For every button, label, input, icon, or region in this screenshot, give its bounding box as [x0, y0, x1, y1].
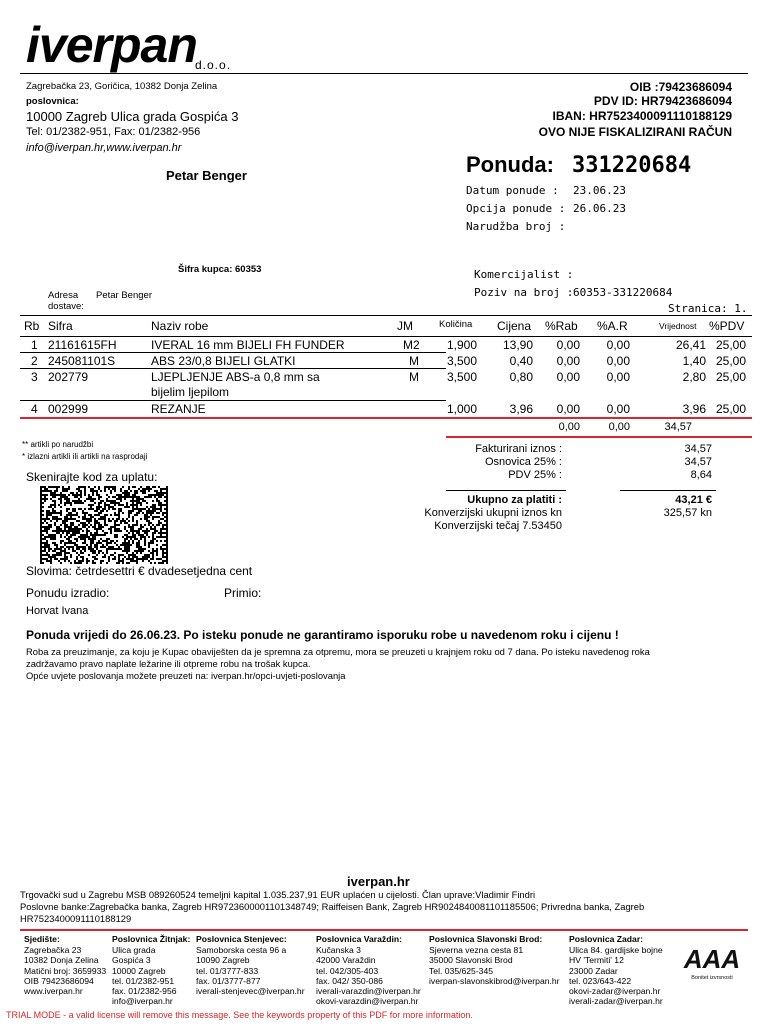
- col-pdv: %PDV: [709, 319, 745, 333]
- summary-line-left: [446, 490, 566, 491]
- reference-value: 60353-331220684: [573, 286, 673, 299]
- table-bottom-line: [20, 417, 752, 419]
- reference-label: Poziv na broj :: [474, 286, 574, 299]
- footer-varazdin-heading: Poslovnica Varaždin:: [316, 934, 402, 944]
- cell-cijena: 0,40: [509, 354, 533, 368]
- header-divider: [20, 73, 748, 74]
- cell-jm: M: [409, 354, 419, 368]
- base-label: Osnovica 25% :: [484, 456, 562, 468]
- footer-varazdin: [316, 934, 421, 1006]
- logo-text: iverpan: [26, 17, 197, 73]
- company-oib: OIB :79423686094: [629, 80, 732, 94]
- cell-rab: 0,00: [556, 338, 580, 352]
- cell-cijena: 13,90: [502, 338, 533, 352]
- footer-zitnjak-line: Gospića 3: [112, 955, 151, 966]
- cell-naziv: LJEPLJENJE ABS-a 0,8 mm sa: [151, 370, 320, 384]
- cell-rb: 1: [31, 338, 38, 352]
- footer-zitnjak-line: info@iverpan.hr: [112, 996, 173, 1007]
- footer-stenjevec-line: iverali-stenjevec@iverpan.hr: [196, 986, 305, 997]
- footer-brod-heading: Poslovnica Slavonski Brod:: [429, 934, 543, 944]
- base-value: 34,57: [684, 456, 712, 468]
- offer-title: Ponuda:: [466, 152, 554, 177]
- company-logo: [26, 17, 197, 73]
- received-label: Primio:: [224, 586, 262, 600]
- branch-label: poslovnica:: [26, 96, 79, 107]
- footer-varazdin-line: Kučanska 3: [316, 945, 361, 956]
- cell-jm: M2: [403, 338, 420, 352]
- cell-cijena: 0,80: [509, 370, 533, 384]
- cell-pdv: 25,00: [715, 370, 746, 384]
- footer-hq-heading: Sjedište:: [24, 934, 60, 944]
- summary-line-right: [620, 490, 716, 491]
- cell-naziv: IVERAL 16 mm BIJELI FH FUNDER: [151, 338, 345, 352]
- col-sifra: Sifra: [48, 319, 73, 333]
- delivery-label-1: Adresa: [48, 290, 79, 301]
- sales-label: Komercijalist :: [474, 268, 574, 281]
- totals-rab: 0,00: [558, 421, 580, 433]
- company-email-web: info@iverpan.hr,www.iverpan.hr: [26, 142, 182, 154]
- company-suffix: d.o.o.: [195, 58, 232, 72]
- footer-zadar: [569, 934, 663, 1006]
- cell-vrijednost: 2,80: [682, 370, 706, 384]
- cell-ar: 0,00: [606, 370, 630, 384]
- footer-hq-line: www.iverpan.hr: [24, 986, 83, 997]
- cell-vrijednost: 1,40: [682, 354, 706, 368]
- footer-stenjevec-heading: Poslovnica Stenjevec:: [196, 934, 287, 944]
- footer-banks-1: Poslovne banke:Zagrebačka banka, Zagreb HR9723600001101348749; Raiffeisen Bank, Zagreb HR9024840081101185506; Privredna banka, Zagreb: [20, 901, 645, 912]
- note-clearance: * izlazni artikli ili artikli na rasprodaji: [22, 452, 148, 461]
- note-ordered: ** artikli po narudžbi: [22, 440, 94, 449]
- cell-sifra: 002999: [48, 402, 89, 416]
- cell-rab: 0,00: [556, 370, 580, 384]
- footer-zitnjak-line: fax. 01/2382-956: [112, 986, 177, 997]
- offer-date-value: 23.06.23: [573, 184, 626, 197]
- invoiced-label: Fakturirani iznos :: [475, 443, 562, 455]
- cell-rb: 3: [31, 370, 38, 384]
- offer-option-label: Opcija ponude :: [466, 202, 566, 215]
- offer-order-label: Narudžba broj :: [466, 220, 566, 233]
- invoiced-value: 34,57: [684, 443, 712, 455]
- footer-stenjevec-line: Samoborska cesta 96 a: [196, 945, 287, 956]
- footer-zitnjak: [112, 934, 190, 1006]
- cell-ar: 0,00: [606, 402, 630, 416]
- col-jm: JM: [397, 319, 413, 333]
- footer-site: iverpan.hr: [347, 874, 410, 889]
- company-iban: IBAN: HR7523400091110188129: [552, 109, 732, 123]
- delivery-label-2: dostave:: [48, 301, 84, 312]
- footer-zitnjak-line: tel. 01/2382-951: [112, 975, 175, 986]
- cell-pdv: 25,00: [715, 354, 746, 368]
- footer-stenjevec-line: fax. 01/3777-877: [196, 975, 261, 986]
- totals-line: [446, 436, 752, 438]
- customer-code: Šifra kupca: 60353: [178, 264, 262, 275]
- rate-label: Konverzijski tečaj 7.53450: [434, 520, 562, 532]
- col-kolicina: Količina: [439, 319, 473, 330]
- vat-label: PDV 25% :: [508, 469, 562, 481]
- fiscal-note: OVO NIJE FISKALIZIRANI RAČUN: [538, 125, 732, 139]
- trial-mode-banner: TRIAL MODE - a valid license will remove this message. See the keywords property of this PDF for more information.: [6, 1010, 473, 1020]
- delivery-value: Petar Benger: [96, 290, 152, 301]
- company-pdv-id: PDV ID: HR79423686094: [593, 94, 732, 108]
- offer-option-value: 26.06.23: [573, 202, 626, 215]
- cell-pdv: 25,00: [715, 402, 746, 416]
- cell-naziv: REZANJE: [151, 402, 206, 416]
- col-rb: Rb: [24, 319, 40, 333]
- cell-rab: 0,00: [556, 402, 580, 416]
- cell-vrijednost: 26,41: [675, 338, 706, 352]
- footer-brod-line: Tel. 035/625-345: [429, 965, 494, 976]
- customer-name: Petar Benger: [166, 168, 247, 183]
- row-divider: [20, 352, 446, 353]
- page-number: Stranica: 1.: [668, 302, 748, 315]
- cell-rb: 2: [31, 354, 38, 368]
- branch-address: 10000 Zagreb Ulica grada Gospića 3: [26, 109, 239, 124]
- total-value: 43,21 €: [675, 494, 712, 506]
- scan-label: Skenirajte kod za uplatu:: [26, 470, 158, 484]
- footer-zadar-line: tel. 023/643-422: [569, 975, 632, 986]
- footer-varazdin-line: fax. 042/ 350-086: [316, 975, 383, 986]
- totals-value: 34,57: [664, 421, 692, 433]
- table-top-line: [20, 315, 752, 316]
- cell-ar: 0,00: [606, 338, 630, 352]
- cell-rb: 4: [31, 402, 38, 416]
- table-header-line: [20, 336, 752, 337]
- footer-zadar-line: iverali-zadar@iverpan.hr: [569, 996, 663, 1007]
- prepared-label: Ponudu izradio:: [26, 586, 110, 600]
- footer-zadar-line: okovi-zadar@iverpan.hr: [569, 986, 661, 997]
- cell-naziv: ABS 23/0,8 BIJELI GLATKI: [151, 354, 296, 368]
- cell-sifra: 202779: [48, 370, 89, 384]
- footer-varazdin-line: okovi-varazdin@iverpan.hr: [316, 996, 419, 1007]
- footer-hq-line: Zagrebačka 23: [24, 945, 82, 956]
- cell-sifra: 245081101S: [48, 354, 116, 368]
- cell-kolicina: 3,500: [446, 370, 477, 384]
- row-divider: [20, 400, 446, 401]
- footer-stenjevec: [196, 934, 305, 996]
- cell-naziv-line2: bijelim ljepilom: [151, 385, 230, 399]
- footer-zadar-line: Ulica 84. gardijske bojne: [569, 945, 663, 956]
- footer-varazdin-line: 42000 Varaždin: [316, 955, 376, 966]
- terms-line-1: Roba za preuzimanje, za koju je Kupac obaviješten da je spremna za otpremu, mora se preuzeti u krajnjem roku od 7 dana. Po isteku navedenog roka: [26, 646, 650, 657]
- footer-hq: [24, 934, 106, 996]
- payment-barcode-icon: [40, 486, 168, 564]
- footer-divider: [20, 929, 748, 931]
- company-address: Zagrebačka 23, Goričica, 10382 Donja Zelina: [26, 81, 218, 92]
- footer-stenjevec-line: tel. 01/3777-833: [196, 965, 259, 976]
- aaa-rating-subtext: Bonitet izvrsnosti: [691, 975, 733, 981]
- footer-zitnjak-heading: Poslovnica Žitnjak:: [112, 934, 191, 944]
- footer-hq-line: OIB 79423686094: [24, 975, 94, 986]
- total-label: Ukupno za platiti :: [467, 494, 562, 506]
- footer-zitnjak-line: 10000 Zagreb: [112, 965, 166, 976]
- col-naziv: Naziv robe: [151, 319, 209, 333]
- company-phone-fax: Tel: 01/2382-951, Fax: 01/2382-956: [26, 126, 201, 138]
- footer-brod-line: Sjeverna vezna cesta 81: [429, 945, 524, 956]
- aaa-rating-icon: [680, 938, 744, 986]
- col-rab: %Rab: [545, 319, 578, 333]
- footer-varazdin-line: tel. 042/305-403: [316, 965, 379, 976]
- footer-banks-2: HR7523400091110188129: [20, 913, 132, 924]
- cell-kolicina: 1,000: [446, 402, 477, 416]
- footer-hq-line: 10382 Donja Zelina: [24, 955, 99, 966]
- cell-rab: 0,00: [556, 354, 580, 368]
- cell-pdv: 25,00: [715, 338, 746, 352]
- cell-kolicina: 1,900: [446, 338, 477, 352]
- row-divider: [20, 368, 446, 369]
- vat-value: 8,64: [690, 469, 712, 481]
- col-cijena: Cijena: [497, 319, 532, 333]
- cell-kolicina: 3,500: [446, 354, 477, 368]
- prepared-by: Horvat Ivana: [26, 605, 89, 617]
- totals-ar: 0,00: [608, 421, 630, 433]
- footer-zitnjak-line: Ulica grada: [112, 945, 156, 956]
- cell-sifra: 21161615FH: [48, 338, 117, 352]
- footer-zadar-line: HV 'Termiti' 12: [569, 955, 624, 966]
- offer-date-label: Datum ponude :: [466, 184, 559, 197]
- footer-hq-line: Matični broj: 3659933: [24, 965, 107, 976]
- cell-ar: 0,00: [606, 354, 630, 368]
- aaa-rating-badge: [680, 938, 744, 986]
- footer-brod-line: 35000 Slavonski Brod: [429, 955, 513, 966]
- footer-brod-line: iverpan-slavonskibrod@iverpan.hr: [429, 975, 560, 986]
- cell-jm: M: [409, 370, 419, 384]
- footer-court: Trgovački sud u Zagrebu MSB 089260524 temeljni kapital 1.035.237,91 EUR uplaćen u cijelosti. Član uprave:Vladimir Findri: [20, 889, 536, 900]
- conv-label: Konverzijski ukupni iznos kn: [424, 507, 562, 519]
- col-vrijednost: Vrijednost: [659, 321, 697, 331]
- offer-number: 331220684: [572, 153, 692, 178]
- amount-in-words: Slovima: četrdesettri € dvadesetjedna cent: [26, 564, 253, 578]
- footer-zadar-heading: Poslovnica Zadar:: [569, 934, 644, 944]
- terms-line-2: zadržavamo pravo naplate ležarine ili otpreme robu na trošak kupca.: [26, 658, 311, 669]
- footer-varazdin-line: iverali-varazdin@iverpan.hr: [316, 986, 421, 997]
- footer-zadar-line: 23000 Zadar: [569, 965, 618, 976]
- col-ar: %A.R: [597, 319, 628, 333]
- terms-line-3: Opće uvjete poslovanja možete preuzeti na: iverpan.hr/opci-uvjeti-poslovanja: [26, 670, 346, 681]
- footer-stenjevec-line: 10090 Zagreb: [196, 955, 250, 966]
- cell-cijena: 3,96: [509, 402, 533, 416]
- footer-brod: [429, 934, 560, 986]
- conv-value: 325,57 kn: [663, 507, 712, 519]
- cell-vrijednost: 3,96: [682, 402, 706, 416]
- aaa-rating-text: AAA: [683, 944, 741, 974]
- terms-headline: Ponuda vrijedi do 26.06.23. Po isteku ponude ne garantiramo isporuku robe u navedenom roku i cijenu !: [26, 628, 619, 642]
